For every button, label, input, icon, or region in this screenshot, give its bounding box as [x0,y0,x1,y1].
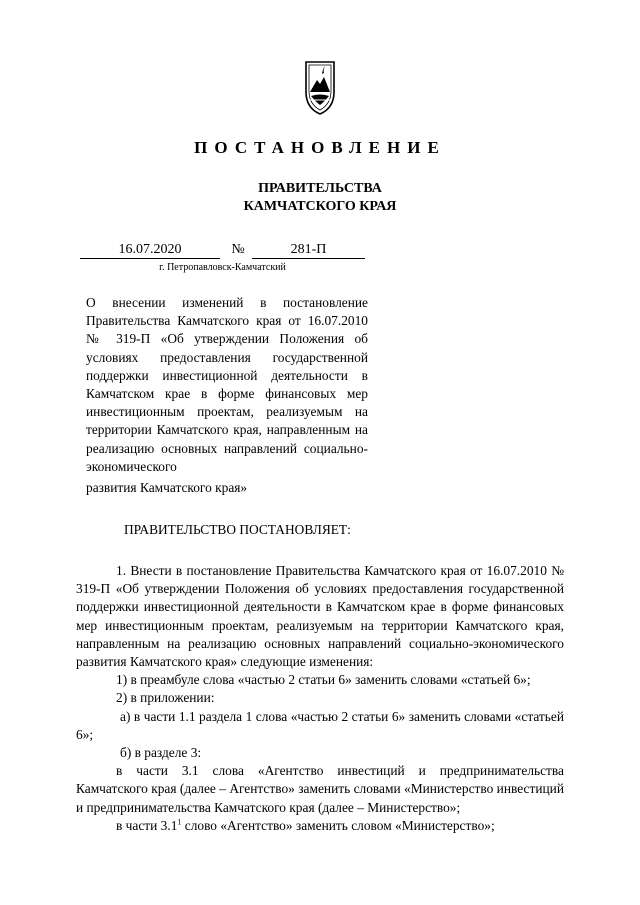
paragraph-3: 2) в приложении: [116,690,215,706]
issuer-heading [0,180,640,216]
paragraph-4: а) в части 1.1 раздела 1 слова «частью 2 статьи 6» заменить словами «статьей 6»; [76,708,564,742]
document-city: г. Петропавловск-Камчатский [159,262,286,273]
document-type-heading: ПОСТАНОВЛЕНИЕ [194,138,446,157]
document-date: 16.07.2020 [80,242,220,259]
document-title-last-line: развития Камчатского края» [86,480,248,495]
paragraph-6: в части 3.1 слова «Агентство инвестиций и предпринимательства Камчатского края (далее – Агентство» заменить словами «Министерство инвестиций и предпринимательства Камчатского края (далее – Министерство»; [76,763,564,815]
paragraph-7 [76,817,564,835]
document-title: О внесении изменений в постановление Правительства Камчатского края от 16.07.2010 № 319-П «Об утверждении Положения об условиях предоставления государственной поддержки инвестиционной деятельности в Камчатском крае в форме финансовых мер инвестиционным проектам, реализуемым на территории Камчатского края, направленным на реализацию основных направлений социально-экономического [86,295,368,474]
paragraph-2: 1) в преамбуле слова «частью 2 статьи 6» заменить словами «статьей 6»; [116,672,531,688]
issuer-line-1: ПРАВИТЕЛЬСТВА [258,181,382,196]
paragraph-5: б) в разделе 3: [120,745,202,761]
document-number: 281-П [252,242,365,259]
paragraph-7-start: в части 3.1 [116,817,178,833]
decree-statement: ПРАВИТЕЛЬСТВО ПОСТАНОВЛЯЕТ: [124,522,351,537]
paragraph-7-superscript: 1 [177,817,182,827]
paragraph-1: 1. Внести в постановление Правительства Камчатского края от 16.07.2010 № 319-П «Об утверждении Положения об условиях предоставления государственной поддержки инвестиционной деятельности в Камчатском крае в форме финансовых мер инвестиционным проектам, реализуемым на территории Камчатского края, направленным на реализацию основных направлений социально-экономического развития Камчатского края» следующие изменения: [76,563,564,670]
document-body [76,562,564,835]
number-sign: № [231,242,245,257]
date-number-row [80,242,365,260]
issuer-line-2: КАМЧАТСКОГО КРАЯ [243,199,397,214]
kamchatka-coat-of-arms-icon [300,58,340,116]
paragraph-7-end: слово «Агентство» заменить словом «Министерство»; [181,817,495,833]
